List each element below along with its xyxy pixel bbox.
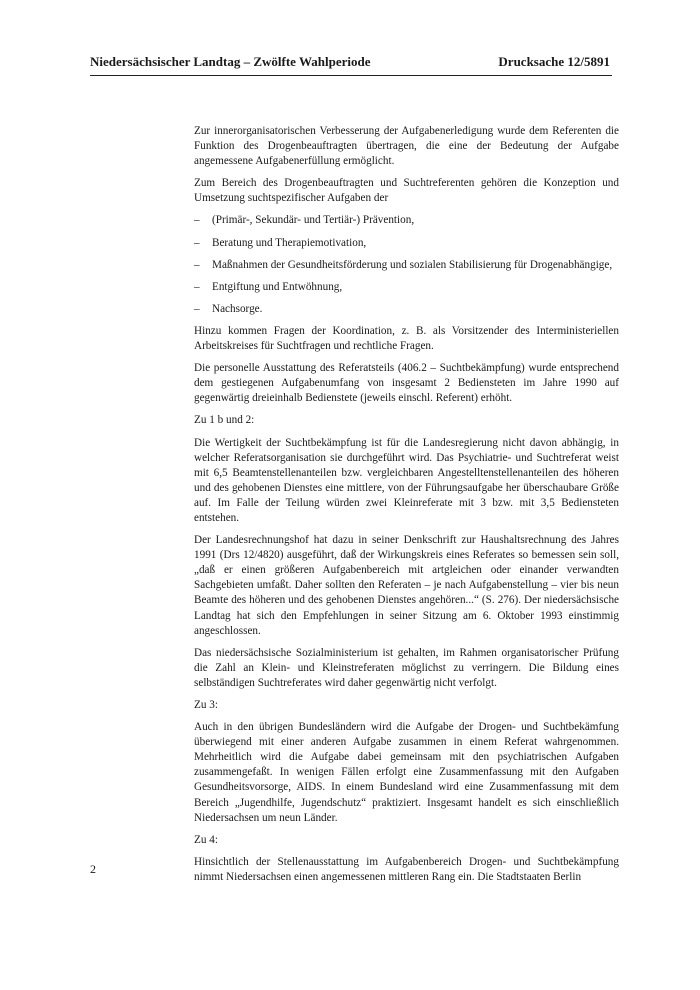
list-item: [194, 258, 619, 273]
list-item-text: Beratung und Therapiemotivation,: [212, 236, 367, 249]
paragraph: Auch in den übrigen Bundesländern wird die Aufgabe der Drogen- und Suchtbekämfung überwiegend mit einer anderen Aufgabe zusammen in einem Referat wahrgenommen. Mehrheitlich wird die Aufgabe dabei gemeinsam mit den psychiatrischen Aufgaben zusammengefaßt. In wenigen Fällen erfolgt eine Zusammenfassung mit den Aufgaben Gesundheitsvorsorge, AIDS. In einem Bundesland wird eine Zusammenfassung mit dem Bereich „Jugendhilfe, Jugendschutz“ praktiziert. Insgesamt handelt es sich einschließlich Niedersachsen um neun Länder.: [194, 721, 619, 824]
paragraph: Hinzu kommen Fragen der Koordination, z. B. als Vorsitzender des Interministeriellen Arbeitskreises für Suchtfragen und rechtliche Fragen.: [194, 324, 619, 353]
task-list: [194, 213, 619, 316]
section-heading: Zu 1 b und 2:: [194, 414, 255, 427]
paragraph: Die personelle Ausstattung des Referatsteils (406.2 – Suchtbekämpfung) wurde entsprechend dem gestiegenen Aufgabenumfang von insgesamt 2 Bediensteten im Jahre 1990 auf gegenwärtig dreieinhalb Bedienstete (jeweils einschl. Referent) erhöht.: [194, 362, 619, 405]
list-item: [194, 280, 619, 295]
list-item-text: (Primär-, Sekundär- und Tertiär-) Prävention,: [212, 214, 415, 227]
header-title: Niedersächsischer Landtag – Zwölfte Wahlperiode: [90, 54, 371, 69]
list-dash: –: [194, 302, 200, 315]
paragraph: Zur innerorganisatorischen Verbesserung der Aufgabenerledigung wurde dem Referenten die Funktion des Drogenbeauftragten übertragen, die eine der Bedeutung der Aufgabe angemessene Aufgabenerfüllung ermöglicht.: [194, 125, 619, 168]
header-rule: [90, 75, 612, 76]
paragraph: Zum Bereich des Drogenbeauftragten und Suchtreferenten gehören die Konzeption und Umsetzung suchtspezifischer Aufgaben der: [194, 177, 619, 205]
list-dash: –: [194, 236, 200, 249]
list-item: [194, 302, 619, 317]
list-item-text: Entgiftung und Entwöhnung,: [212, 280, 343, 293]
header-document-number: Drucksache 12/5891: [498, 54, 610, 69]
list-dash: –: [194, 258, 200, 271]
paragraph: Die Wertigkeit der Suchtbekämpfung ist für die Landesregierung nicht davon abhängig, in welcher Referatsorganisation sie durchgeführt wird. Das Psychiatrie- und Suchtreferat weist mit 6,5 Beamtenstellenanteilen bzw. vergleichbaren Angestelltenstellenanteilen des höheren und des gehobenen Dienstes eine mittlere, von der Führungsaufgabe her überschaubare Größe auf. Im Falle der Teilung würden zwei Kleinreferate mit 3 bzw. mit 3,5 Bediensteten entstehen.: [194, 436, 619, 524]
list-item: [194, 236, 619, 251]
list-dash: –: [194, 280, 200, 293]
running-header: [90, 54, 610, 70]
list-item: [194, 213, 619, 228]
list-dash: –: [194, 214, 200, 227]
section-heading: Zu 4:: [194, 833, 218, 846]
list-item-text: Nachsorge.: [212, 302, 263, 315]
list-item-text: Maßnahmen der Gesundheitsförderung und sozialen Stabilisierung für Drogenabhängige,: [212, 258, 613, 271]
page-number: 2: [90, 862, 96, 876]
paragraph: Hinsichtlich der Stellenausstattung im Aufgabenbereich Drogen- und Suchtbekämpfung nimmt Niedersachsen einen angemessenen mittleren Rang ein. Die Stadtstaaten Berlin: [194, 855, 619, 883]
section-heading: Zu 3:: [194, 699, 218, 711]
paragraph: Der Landesrechnungshof hat dazu in seiner Denkschrift zur Haushaltsrechnung des Jahres 1991 (Drs 12/4820) ausgeführt, daß der Wirkungskreis eines Referates so bemessen sein soll, „daß er einen größeren Aufgabenbereich mit artgleichen oder einander verwandten Sachgebieten umfaßt. Daher sollten den Referaten – je nach Aufgabenstellung – vier bis neun Beamte des höheren und des gehobenen Dienstes angehören...“ (S. 276). Der niedersächsische Landtag hat sich den Empfehlungen in seiner Sitzung am 6. Oktober 1993 einstimmig angeschlossen.: [194, 534, 619, 637]
body-text: [194, 124, 619, 892]
paragraph: Das niedersächsische Sozialministerium ist gehalten, im Rahmen organisatorischer Prüfung die Zahl an Klein- und Kleinstreferaten möglichst zu verringern. Die Bildung eines selbständigen Suchtreferates wird daher gegenwärtig nicht verfolgt.: [194, 646, 619, 689]
